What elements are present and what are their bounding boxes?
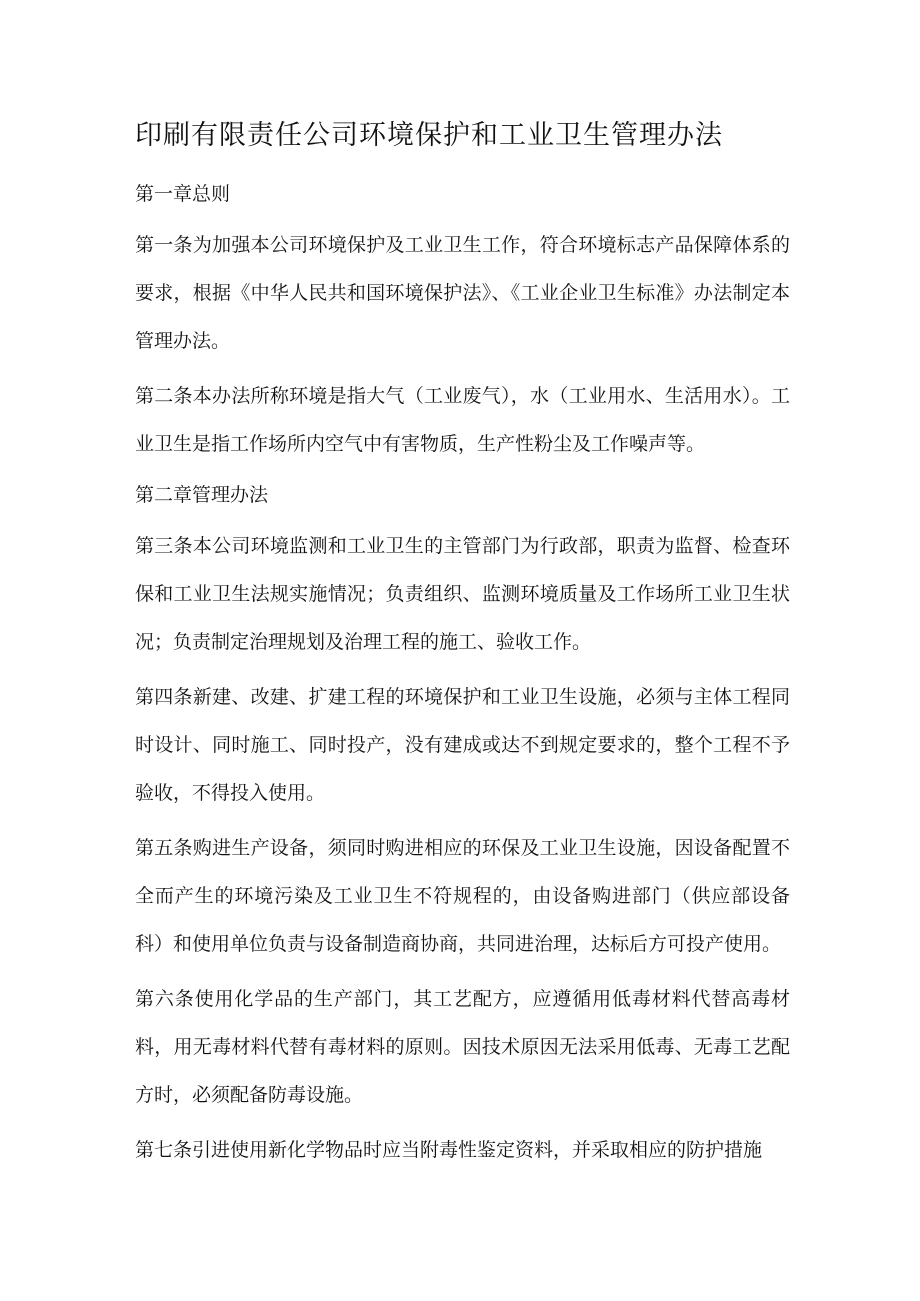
article-3: 第三条本公司环境监测和工业卫生的主管部门为行政部，职责为监督、检查环保和工业卫生法规实施情况；负责组织、监测环境质量及工作场所工业卫生状况；负责制定治理规划及治理工程的施工、验收工作。 bbox=[135, 535, 790, 653]
article-4: 第四条新建、改建、扩建工程的环境保护和工业卫生设施，必须与主体工程同时设计、同时施工、同时投产，没有建成或达不到规定要求的，整个工程不予验收，不得投入使用。 bbox=[135, 686, 790, 804]
document-title: 印刷有限责任公司环境保护和工业卫生管理办法 bbox=[135, 120, 723, 151]
chapter-heading-1: 第一章总则 bbox=[135, 183, 231, 205]
article-2: 第二条本办法所称环境是指大气（工业废气），水（工业用水、生活用水）。工业卫生是指工作场所内空气中有害物质，生产性粉尘及工作噪声等。 bbox=[135, 385, 790, 455]
document-body bbox=[135, 112, 790, 1181]
article-5: 第五条购进生产设备，须同时购进相应的环保及工业卫生设施，因设备配置不全而产生的环境污染及工业卫生不符规程的，由设备购进部门（供应部设备科）和使用单位负责与设备制造商协商，共同进治理，达标后方可投产使用。 bbox=[135, 837, 790, 955]
article-1: 第一条为加强本公司环境保护及工业卫生工作，符合环境标志产品保障体系的要求，根据《中华人民共和国环境保护法》、《工业企业卫生标准》办法制定本管理办法。 bbox=[135, 234, 790, 352]
article-7: 第七条引进使用新化学物品时应当附毒性鉴定资料，并采取相应的防护措施 bbox=[135, 1139, 763, 1161]
chapter-heading-2: 第二章管理办法 bbox=[135, 484, 269, 506]
article-6: 第六条使用化学品的生产部门，其工艺配方，应遵循用低毒材料代替高毒材料，用无毒材料代替有毒材料的原则。因技术原因无法采用低毒、无毒工艺配方时，必须配备防毒设施。 bbox=[135, 988, 790, 1106]
